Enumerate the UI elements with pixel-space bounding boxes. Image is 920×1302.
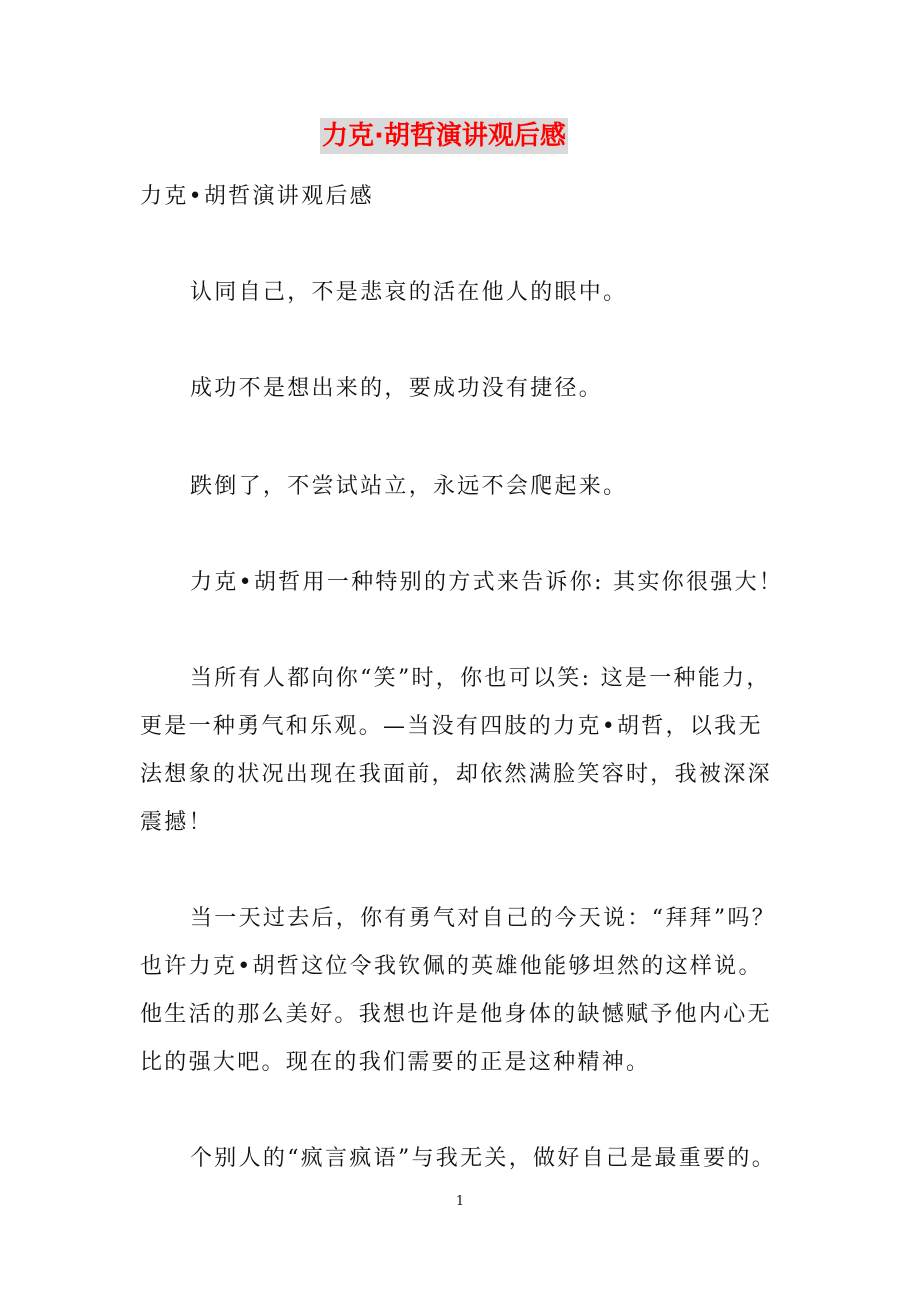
paragraph-line: 震撼！ xyxy=(140,810,213,835)
paragraph-line: 更是一种勇气和乐观。—当没有四肢的力克•胡哲，以我无 xyxy=(140,714,763,739)
subtitle: 力克•胡哲演讲观后感 xyxy=(140,184,374,209)
paragraph-line: 当所有人都向你“笑”时，你也可以笑: 这是一种能力， xyxy=(190,666,771,691)
paragraph-line: 认同自己，不是悲哀的活在他人的眼中。 xyxy=(190,280,628,305)
paragraph-line: 也许力克•胡哲这位令我钦佩的英雄他能够坦然的这样说。 xyxy=(140,954,763,979)
paragraph-line: 成功不是想出来的，要成功没有捷径。 xyxy=(190,376,604,401)
paragraph-line: 法想象的状况出现在我面前，却依然满脸笑容时，我被深深 xyxy=(140,762,772,787)
paragraph-line: 当一天过去后，你有勇气对自己的今天说：“拜拜”吗？ xyxy=(190,906,776,931)
paragraph-line: 比的强大吧。现在的我们需要的正是这种精神。 xyxy=(140,1050,651,1075)
paragraph-line: 他生活的那么美好。我想也许是他身体的缺憾赋予他内心无 xyxy=(140,1002,772,1027)
paragraph-line: 个别人的“疯言疯语”与我无关，做好自己是最重要的。 xyxy=(190,1146,776,1171)
paragraph-line: 跌倒了，不尝试站立，永远不会爬起来。 xyxy=(190,474,628,499)
page-number: 1 xyxy=(455,1194,465,1209)
document-title: 力克·胡哲演讲观后感 xyxy=(320,118,568,154)
paragraph-line: 力克•胡哲用一种特别的方式来告诉你: 其实你很强大！ xyxy=(190,570,784,595)
